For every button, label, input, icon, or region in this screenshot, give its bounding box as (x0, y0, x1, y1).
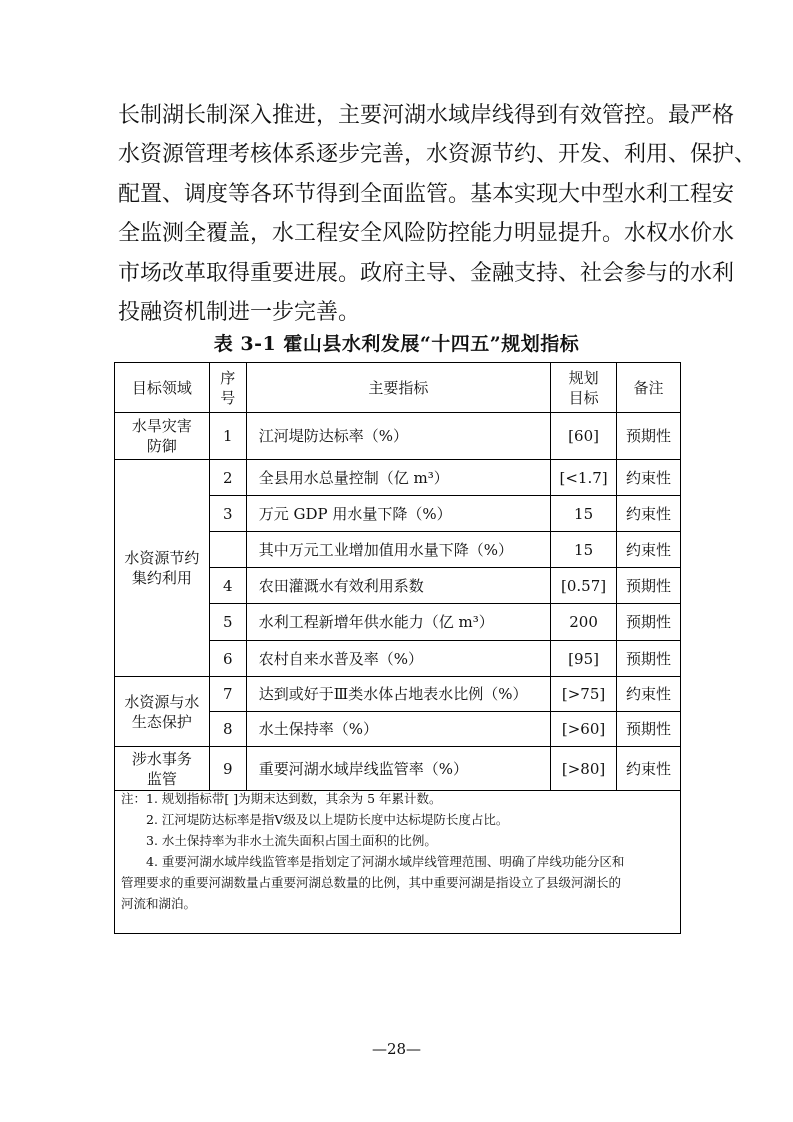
seq-cell: 3 (209, 496, 246, 532)
remark-cell: 预期性 (617, 413, 681, 460)
table-caption: 表 3-1 霍山县水利发展“十四五”规划指标 (213, 333, 580, 355)
note-line: 2. 江河堤防达标率是指Ⅴ级及以上堤防长度中达标堤防长度占比。 (146, 812, 509, 827)
remark-cell: 约束性 (617, 747, 681, 791)
remark-cell: 预期性 (617, 712, 681, 747)
group-cell: 水资源与水 生态保护 (115, 677, 210, 747)
target-cell: [60] (551, 413, 617, 460)
target-cell: [>80] (551, 747, 617, 791)
page-number: —28— (371, 1040, 422, 1058)
note-line: 管理要求的重要河湖数量占重要河湖总数量的比例，其中重要河湖是指设立了县级河湖长的 (121, 875, 622, 890)
seq-cell: 6 (209, 641, 246, 677)
target-cell: [<1.7] (551, 460, 617, 496)
header-field: 目标领域 (115, 363, 210, 413)
seq-cell: 5 (209, 604, 246, 641)
indicator-cell: 全县用水总量控制（亿 m³） (246, 460, 550, 496)
paragraph-line: 长制湖长制深入推进，主要河湖水域岸线得到有效管控。最严格 (118, 103, 735, 128)
target-cell: [>60] (551, 712, 617, 747)
remark-cell: 预期性 (617, 641, 681, 677)
paragraph-line: 水资源管理考核体系逐步完善，水资源节约、开发、利用、保护、 (118, 142, 757, 168)
indicator-cell: 农田灌溉水有效利用系数 (246, 568, 550, 604)
header-indicator: 主要指标 (246, 363, 550, 413)
paragraph-line: 全监测全覆盖，水工程安全风险防控能力明显提升。水权水价水 (118, 221, 735, 247)
remark-cell: 约束性 (617, 677, 681, 712)
paragraph-line: 投融资机制进一步完善。 (118, 300, 361, 326)
seq-cell: 1 (209, 413, 246, 460)
remark-cell: 约束性 (617, 460, 681, 496)
paragraph-line: 配置、调度等各环节得到全面监管。基本实现大中型水利工程安 (118, 181, 735, 207)
note-line: 注：1. 规划指标带[ ]为期末达到数，其余为 5 年累计数。 (121, 791, 442, 806)
seq-cell: 2 (209, 460, 246, 496)
group-cell: 水资源节约 集约利用 (115, 460, 210, 677)
target-cell: [95] (551, 641, 617, 677)
seq-cell: 8 (209, 712, 246, 747)
remark-cell: 预期性 (617, 568, 681, 604)
table-row (115, 413, 681, 460)
body-paragraph (118, 96, 757, 332)
indicator-table (114, 362, 681, 791)
remark-cell: 约束性 (617, 496, 681, 532)
table-row (115, 677, 681, 712)
group-cell: 涉水事务 监管 (115, 747, 210, 791)
remark-cell: 约束性 (617, 532, 681, 568)
note-line: 4. 重要河湖水域岸线监管率是指划定了河湖水域岸线管理范围、明确了岸线功能分区和 (146, 854, 625, 869)
header-remark: 备注 (617, 363, 681, 413)
seq-cell (209, 532, 246, 568)
indicator-cell: 达到或好于Ⅲ类水体占地表水比例（%） (246, 677, 550, 712)
note-line: 3. 水土保持率为非水土流失面积占国土面积的比例。 (146, 833, 437, 848)
group-cell: 水旱灾害 防御 (115, 413, 210, 460)
indicator-cell: 水土保持率（%） (246, 712, 550, 747)
seq-cell: 9 (209, 747, 246, 791)
paragraph-line: 市场改革取得重要进展。政府主导、金融支持、社会参与的水利 (118, 260, 735, 286)
indicator-cell: 水利工程新增年供水能力（亿 m³） (246, 604, 550, 641)
indicator-cell: 农村自来水普及率（%） (246, 641, 550, 677)
indicator-cell: 万元 GDP 用水量下降（%） (246, 496, 550, 532)
header-row (115, 363, 681, 413)
seq-cell: 7 (209, 677, 246, 712)
indicator-cell: 重要河湖水域岸线监管率（%） (246, 747, 550, 791)
target-cell: 200 (551, 604, 617, 641)
table-notes (114, 784, 681, 934)
seq-cell: 4 (209, 568, 246, 604)
target-cell: 15 (551, 532, 617, 568)
header-seq: 序 号 (209, 363, 246, 413)
indicator-cell: 江河堤防达标率（%） (246, 413, 550, 460)
header-target: 规划 目标 (551, 363, 617, 413)
target-cell: 15 (551, 496, 617, 532)
table-row (115, 460, 681, 496)
target-cell: [>75] (551, 677, 617, 712)
target-cell: [0.57] (551, 568, 617, 604)
remark-cell: 预期性 (617, 604, 681, 641)
indicator-cell: 其中万元工业增加值用水量下降（%） (246, 532, 550, 568)
note-line: 河流和湖泊。 (121, 896, 197, 911)
